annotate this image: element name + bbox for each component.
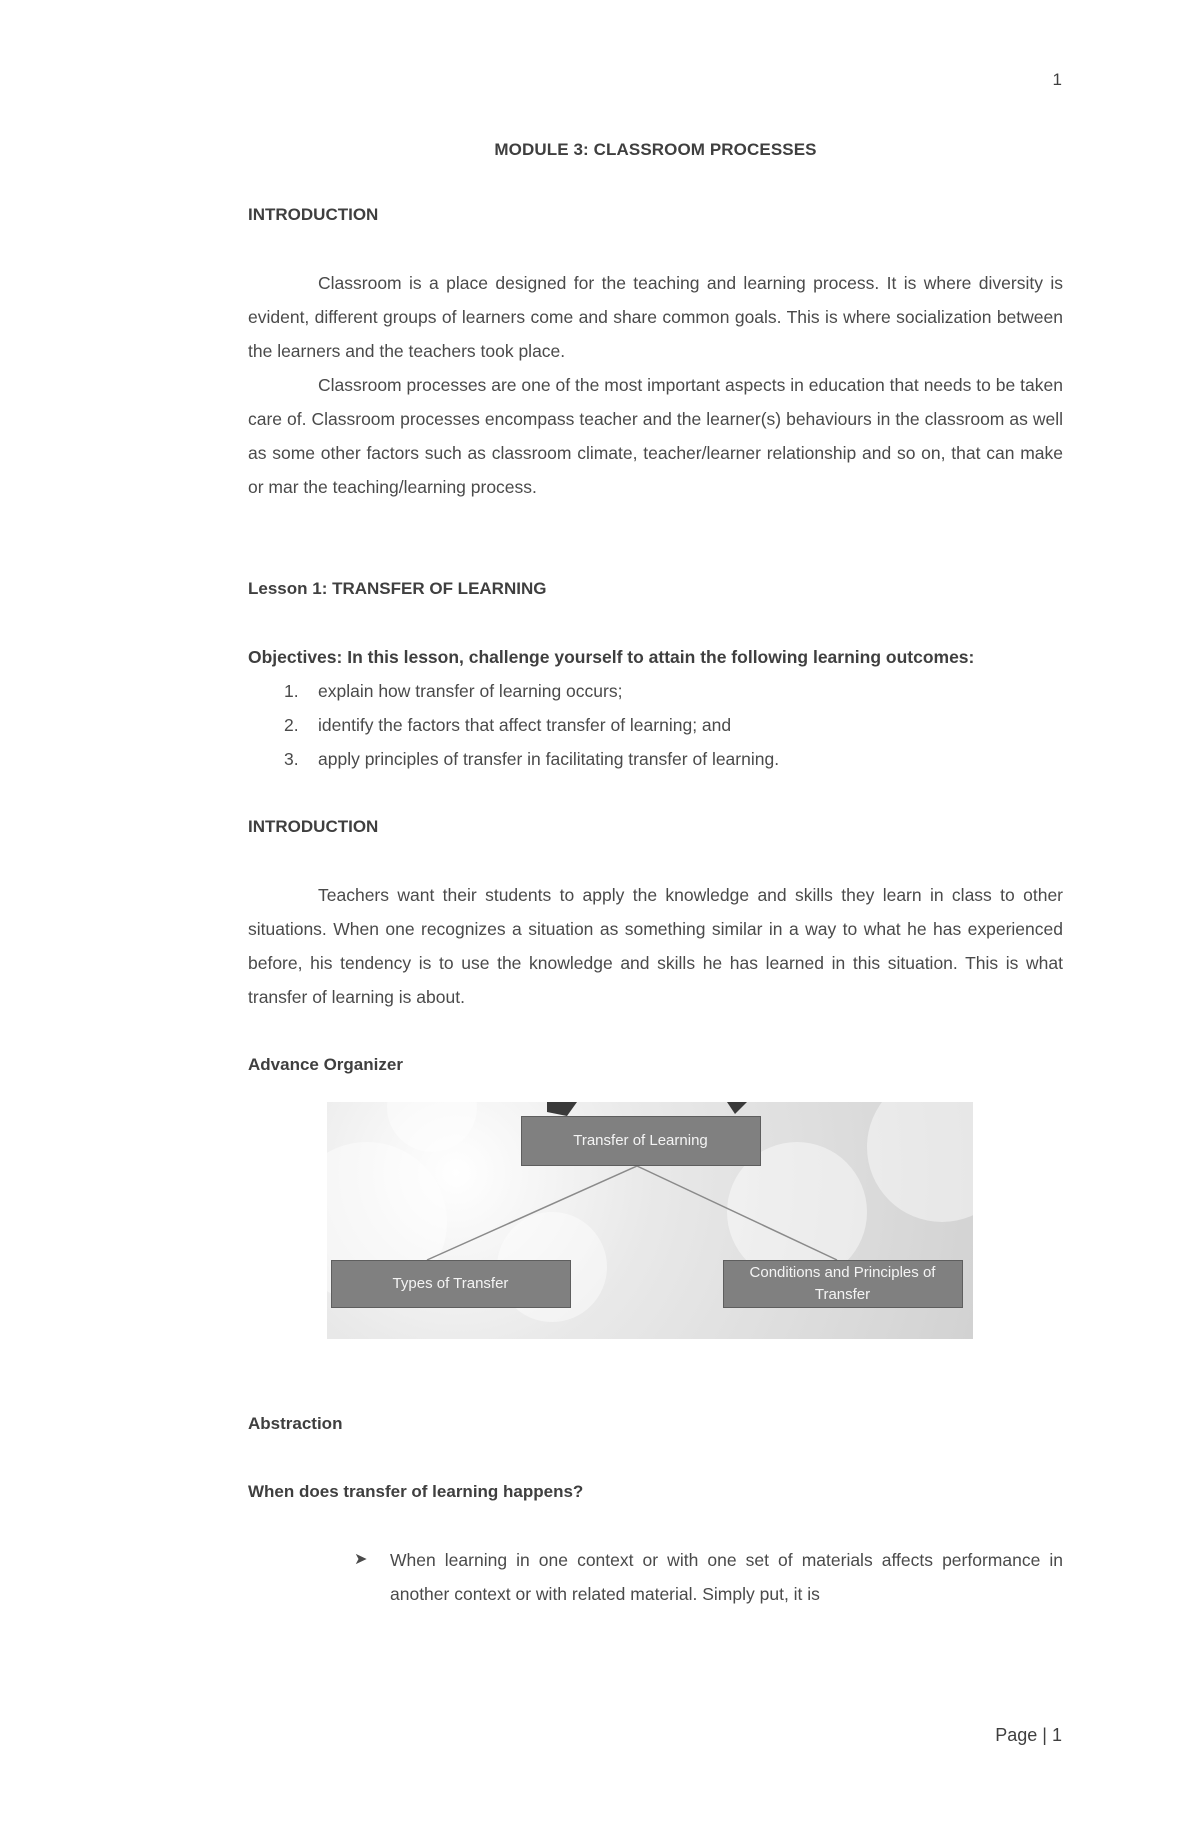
list-item: 3. apply principles of transfer in facilitating transfer of learning.: [284, 749, 780, 769]
page-footer: Page | 1: [995, 1725, 1062, 1745]
abstraction-question: When does transfer of learning happens?: [248, 1482, 584, 1501]
abstraction-heading: Abstraction: [248, 1414, 343, 1433]
page-number-top: 1: [1052, 70, 1062, 89]
intro2-paragraph: Teachers want their students to apply the knowledge and skills they learn in class to other situations. When one recognizes a situation as something similar in a way to what he has experienced before, his tendency is to use the knowledge and skills he has learned in this situation. This is what transfer of learning is about.: [248, 885, 1063, 1007]
diagram-node-conditions: Conditions and Principles of Transfer: [723, 1260, 963, 1308]
introduction-heading-2: INTRODUCTION: [248, 817, 379, 836]
objectives-intro: Objectives: In this lesson, challenge yourself to attain the following learning outcomes:: [248, 647, 975, 667]
advance-organizer-heading: Advance Organizer: [248, 1055, 403, 1074]
diagram-node-root: Transfer of Learning: [521, 1116, 761, 1166]
diagram-node-types: Types of Transfer: [331, 1260, 571, 1308]
module-title: MODULE 3: CLASSROOM PROCESSES: [494, 140, 817, 159]
list-item: 1. explain how transfer of learning occurs;: [284, 681, 623, 701]
intro-paragraph-2: Classroom processes are one of the most important aspects in education that needs to be taken care of. Classroom processes encompass teacher and the learner(s) behaviours in the classroom as well as some other factors such as classroom climate, teacher/learner relationship and so on, that can make or mar the teaching/learning process.: [248, 375, 1063, 497]
objectives-list: [248, 674, 1063, 776]
abstraction-bullet: ➤ When learning in one context or with one set of materials affects performance in another context or with related material. Simply put, it is: [248, 1543, 1063, 1611]
lesson-heading: Lesson 1: TRANSFER OF LEARNING: [248, 579, 547, 598]
page-content: [248, 140, 1063, 1611]
arrow-bullet-icon: ➤: [354, 1551, 368, 1568]
introduction-heading: INTRODUCTION: [248, 205, 379, 224]
list-item: 2. identify the factors that affect transfer of learning; and: [284, 715, 732, 735]
intro-paragraph-1: Classroom is a place designed for the teaching and learning process. It is where diversity is evident, different groups of learners come and share common goals. This is where socialization between the learners and the teachers took place.: [248, 273, 1063, 361]
advance-organizer-diagram: [327, 1102, 973, 1339]
